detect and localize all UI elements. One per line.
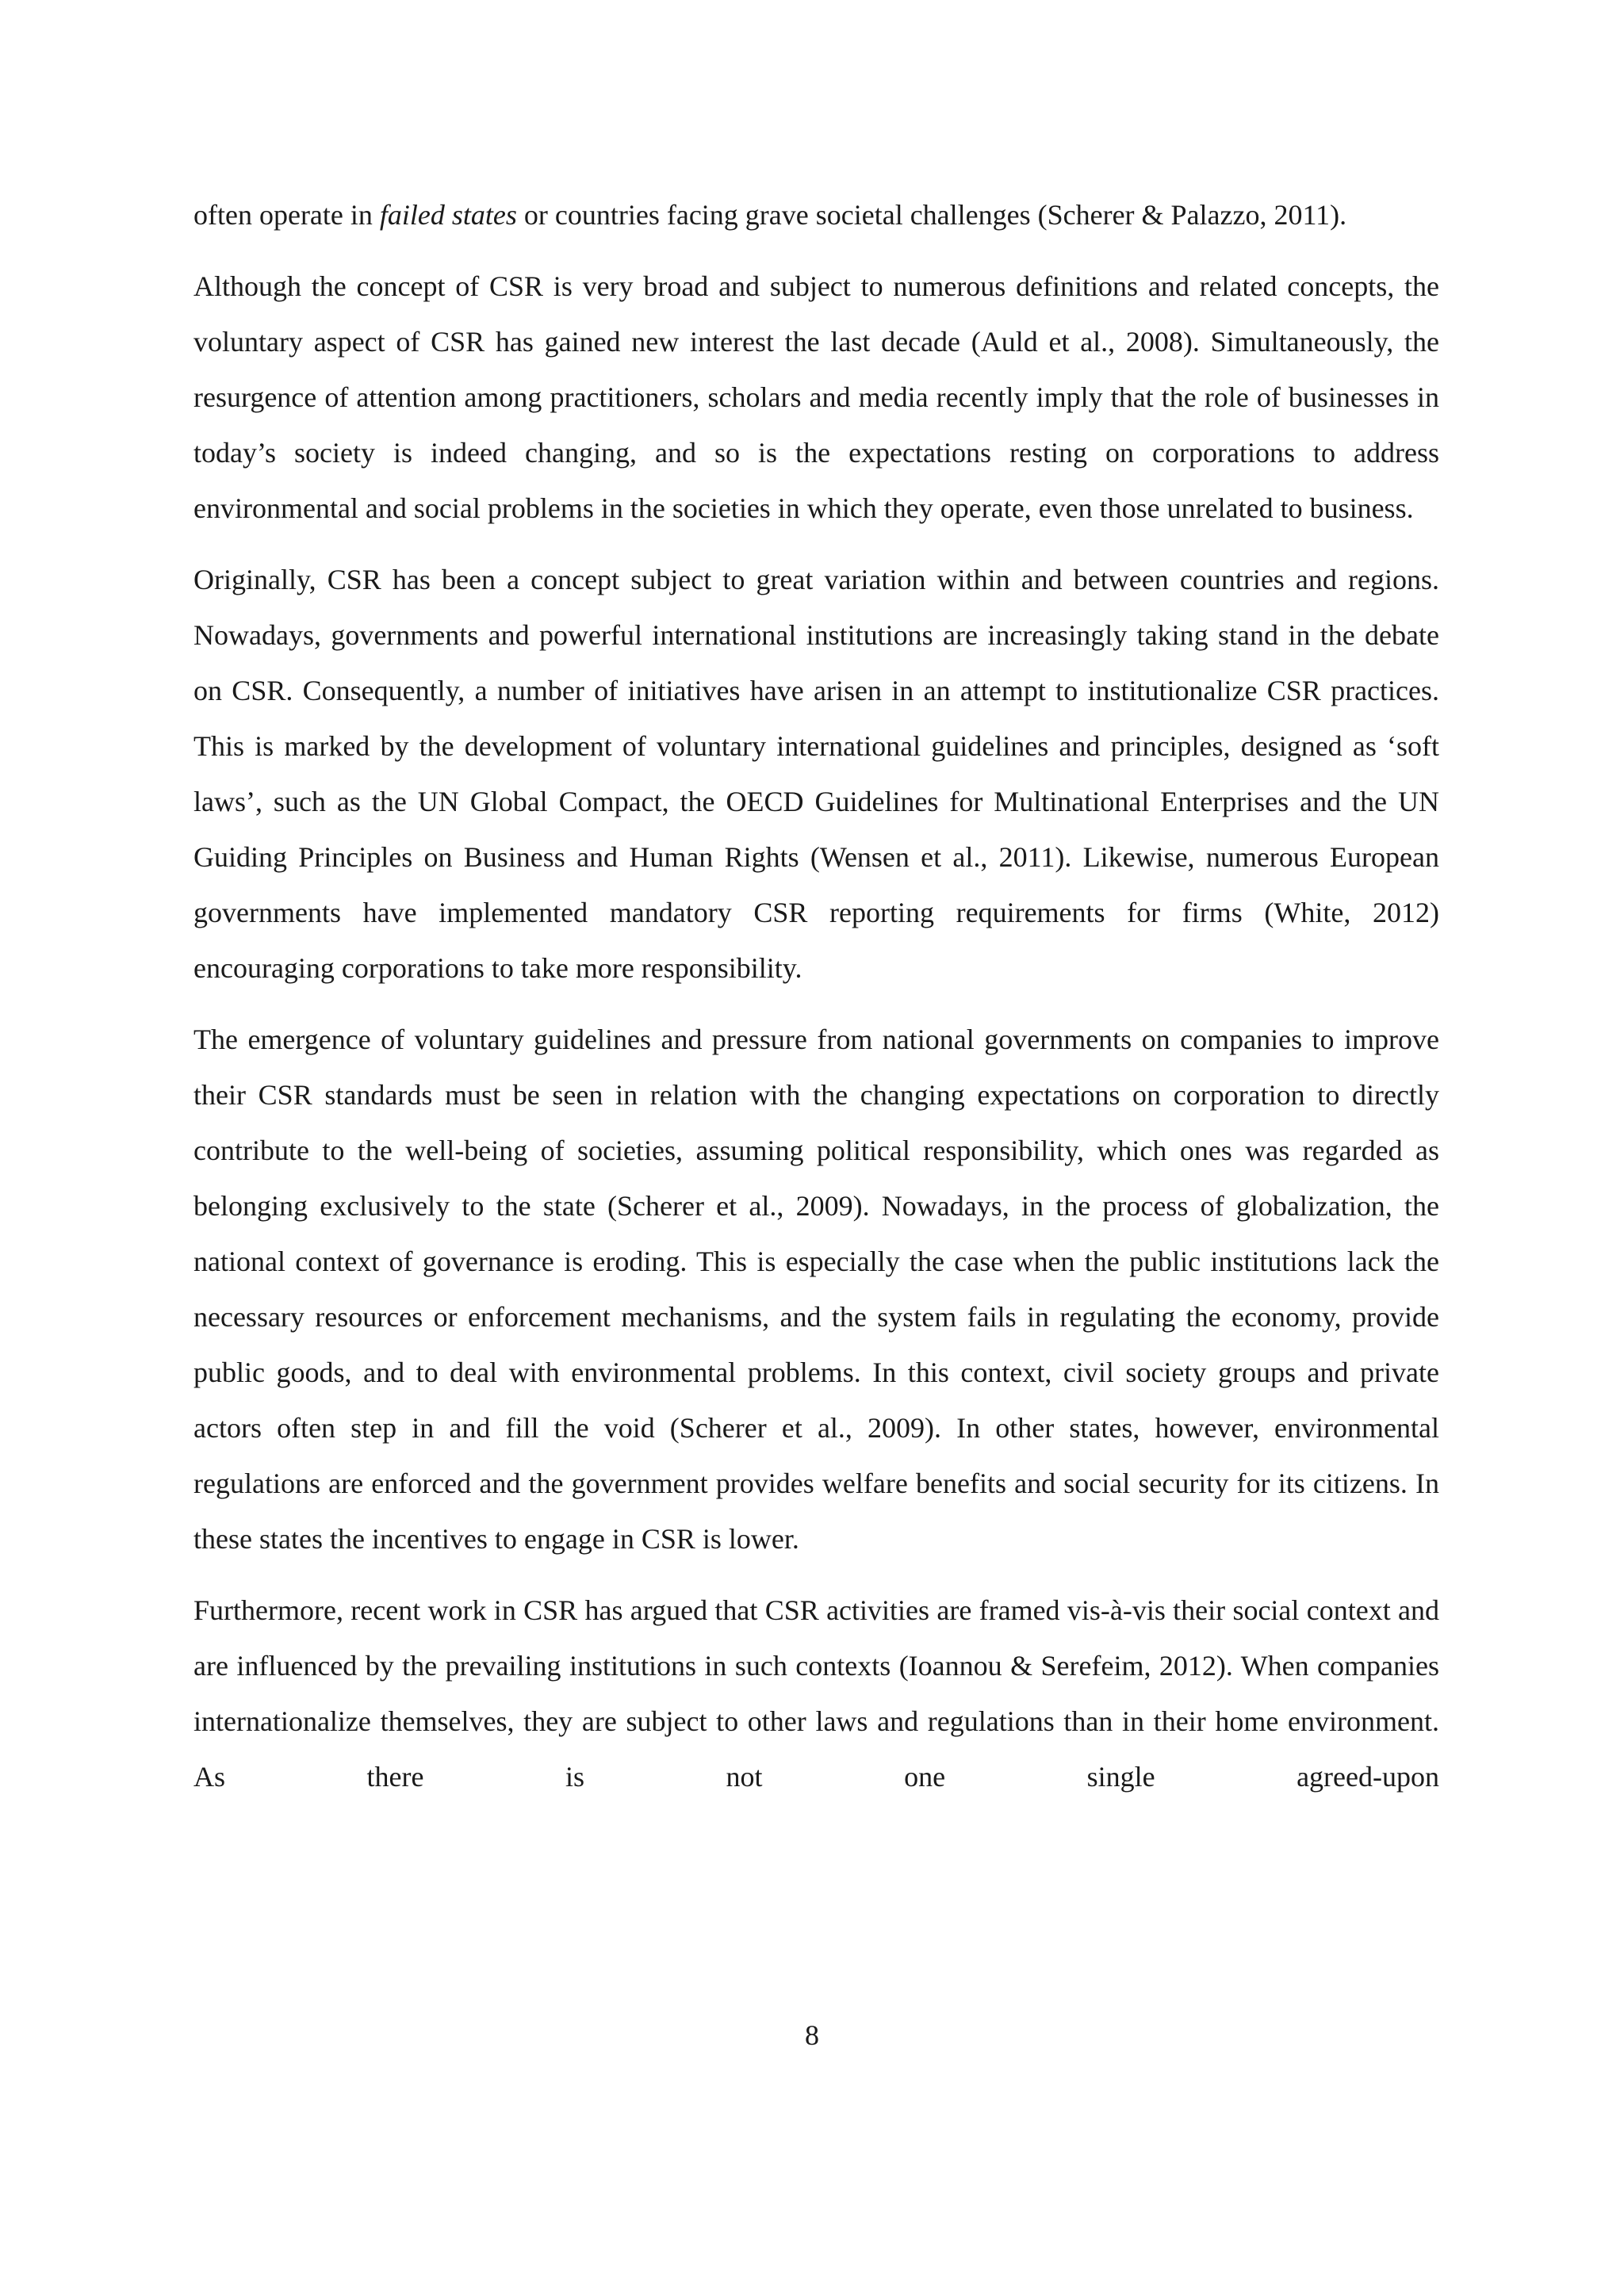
paragraph-1-text-start: often operate in [193, 199, 380, 231]
emphasis-failed-states: failed states [379, 199, 517, 231]
paragraph-1-text-end: or countries facing grave societal challenges (Scherer & Palazzo, 2011). [516, 199, 1347, 231]
paragraph-4: The emergence of voluntary guidelines and pressure from national governments on companies to improve their CSR standards must be seen in relation with the changing expectations on corporation to directly contribute to the well-being of societies, assuming political responsibility, which ones was regarded as belonging exclusively to the state (Scherer et al., 2009). Nowadays, in the process of globalization, the national context of governance is eroding. This is especially the case when the public institutions lack the necessary resources or enforcement mechanisms, and the system fails in regulating the economy, provide public goods, and to deal with environmental problems. In this context, civil society groups and private actors often step in and fill the void (Scherer et al., 2009). In other states, however, environmental regulations are enforced and the government provides welfare benefits and social security for its citizens. In these states the incentives to engage in CSR is lower. [193, 1024, 1439, 1555]
paragraph-2: Although the concept of CSR is very broad and subject to numerous definitions and related concepts, the voluntary aspect of CSR has gained new interest the last decade (Auld et al., 2008). Simultaneously, the resurgence of attention among practitioners, scholars and media recently imply that the role of businesses in today’s society is indeed changing, and so is the expectations resting on corporations to address environmental and social problems in the societies in which they operate, even those unrelated to business. [193, 270, 1439, 524]
paragraph-1 [193, 187, 1439, 243]
paragraph-5: Furthermore, recent work in CSR has argued that CSR activities are framed vis-à-vis their social context and are influenced by the prevailing institutions in such contexts (Ioannou & Serefeim, 2012). When companies internationalize themselves, they are subject to other laws and regulations than in their home environment. As there is not one single agreed-upon [193, 1594, 1439, 1793]
paragraph-3: Originally, CSR has been a concept subject to great variation within and between countries and regions. Nowadays, governments and powerful international institutions are increasingly taking stand in the debate on CSR. Consequently, a number of initiatives have arisen in an attempt to institutionalize CSR practices. This is marked by the development of voluntary international guidelines and principles, designed as ‘soft laws’, such as the UN Global Compact, the OECD Guidelines for Multinational Enterprises and the UN Guiding Principles on Business and Human Rights (Wensen et al., 2011). Likewise, numerous European governments have implemented mandatory CSR reporting requirements for firms (White, 2012) encouraging corporations to take more responsibility. [193, 564, 1439, 984]
page-body [193, 187, 1439, 1820]
page-number: 8 [805, 2019, 819, 2051]
